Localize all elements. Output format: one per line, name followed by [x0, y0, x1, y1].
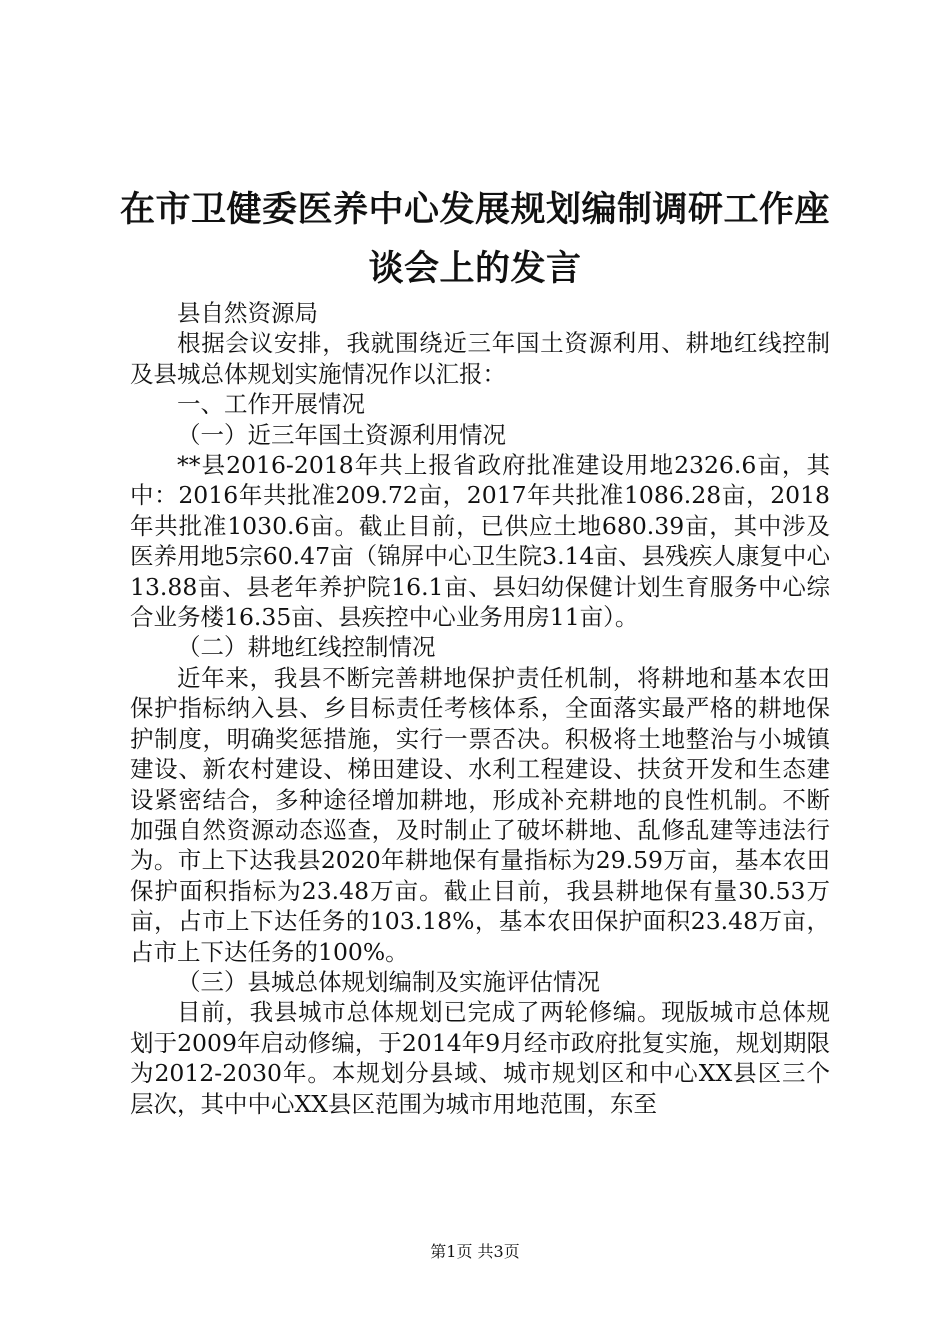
document-body — [130, 298, 830, 1119]
section-heading-1: 一、工作开展情况 — [177, 390, 365, 419]
paragraph-master-plan: 目前，我县城市总体规划已完成了两轮修编。现版城市总体规划于2009年启动修编，于2014年9月经市政府批复实施，规划期限为2012-2030年。本规划分县域、城市规划区和中心XX县区三个层次，其中中心XX县区范围为城市用地范围，东至 — [130, 998, 830, 1118]
subsection-heading-1: （一）近三年国土资源利用情况 — [177, 420, 506, 449]
issuer-line: 县自然资源局 — [177, 299, 318, 327]
paragraph-farmland: 近年来，我县不断完善耕地保护责任机制，将耕地和基本农田保护指标纳入县、乡目标责任考核体系，全面落实最严格的耕地保护制度，明确奖惩措施，实行一票否决。积极将土地整治与小城镇建设、新农村建设、梯田建设、水利工程建设、扶贫开发和生态建设紧密结合，多种途径增加耕地，形成补充耕地的良性机制。不断加强自然资源动态巡查，及时制止了破坏耕地、乱修乱建等违法行为。市上下达我县2020年耕地保有量指标为29.59万亩，基本农田保护面积指标为23.48万亩。截止目前，我县耕地保有量30.53万亩，占市上下达任务的103.18%，基本农田保护面积23.48万亩，占市上下达任务的100%。 — [130, 663, 830, 966]
document-title-line-1: 在市卫健委医养中心发展规划编制调研工作座 — [120, 190, 831, 230]
paragraph-intro: 根据会议安排，我就围绕近三年国土资源利用、耕地红线控制及县城总体规划实施情况作以汇报： — [130, 329, 830, 388]
subsection-heading-2: （二）耕地红线控制情况 — [177, 633, 436, 662]
page-footer: 第1页 共3页 — [430, 1242, 520, 1261]
paragraph-land-use: **县2016-2018年共上报省政府批准建设用地2326.6亩，其中：2016年共批准209.72亩，2017年共批准1086.28亩，2018年共批准1030.6亩。截止目前，已供应土地680.39亩，其中涉及医养用地5宗60.47亩（锦屏中心卫生院3.14亩、县残疾人康复中心13.88亩、县老年养护院16.1亩、县妇幼保健计划生育服务中心综合业务楼16.35亩、县疾控中心业务用房11亩）。 — [130, 451, 830, 632]
subsection-heading-3: （三）县城总体规划编制及实施评估情况 — [177, 967, 600, 996]
document-title-line-2: 谈会上的发言 — [368, 249, 582, 289]
